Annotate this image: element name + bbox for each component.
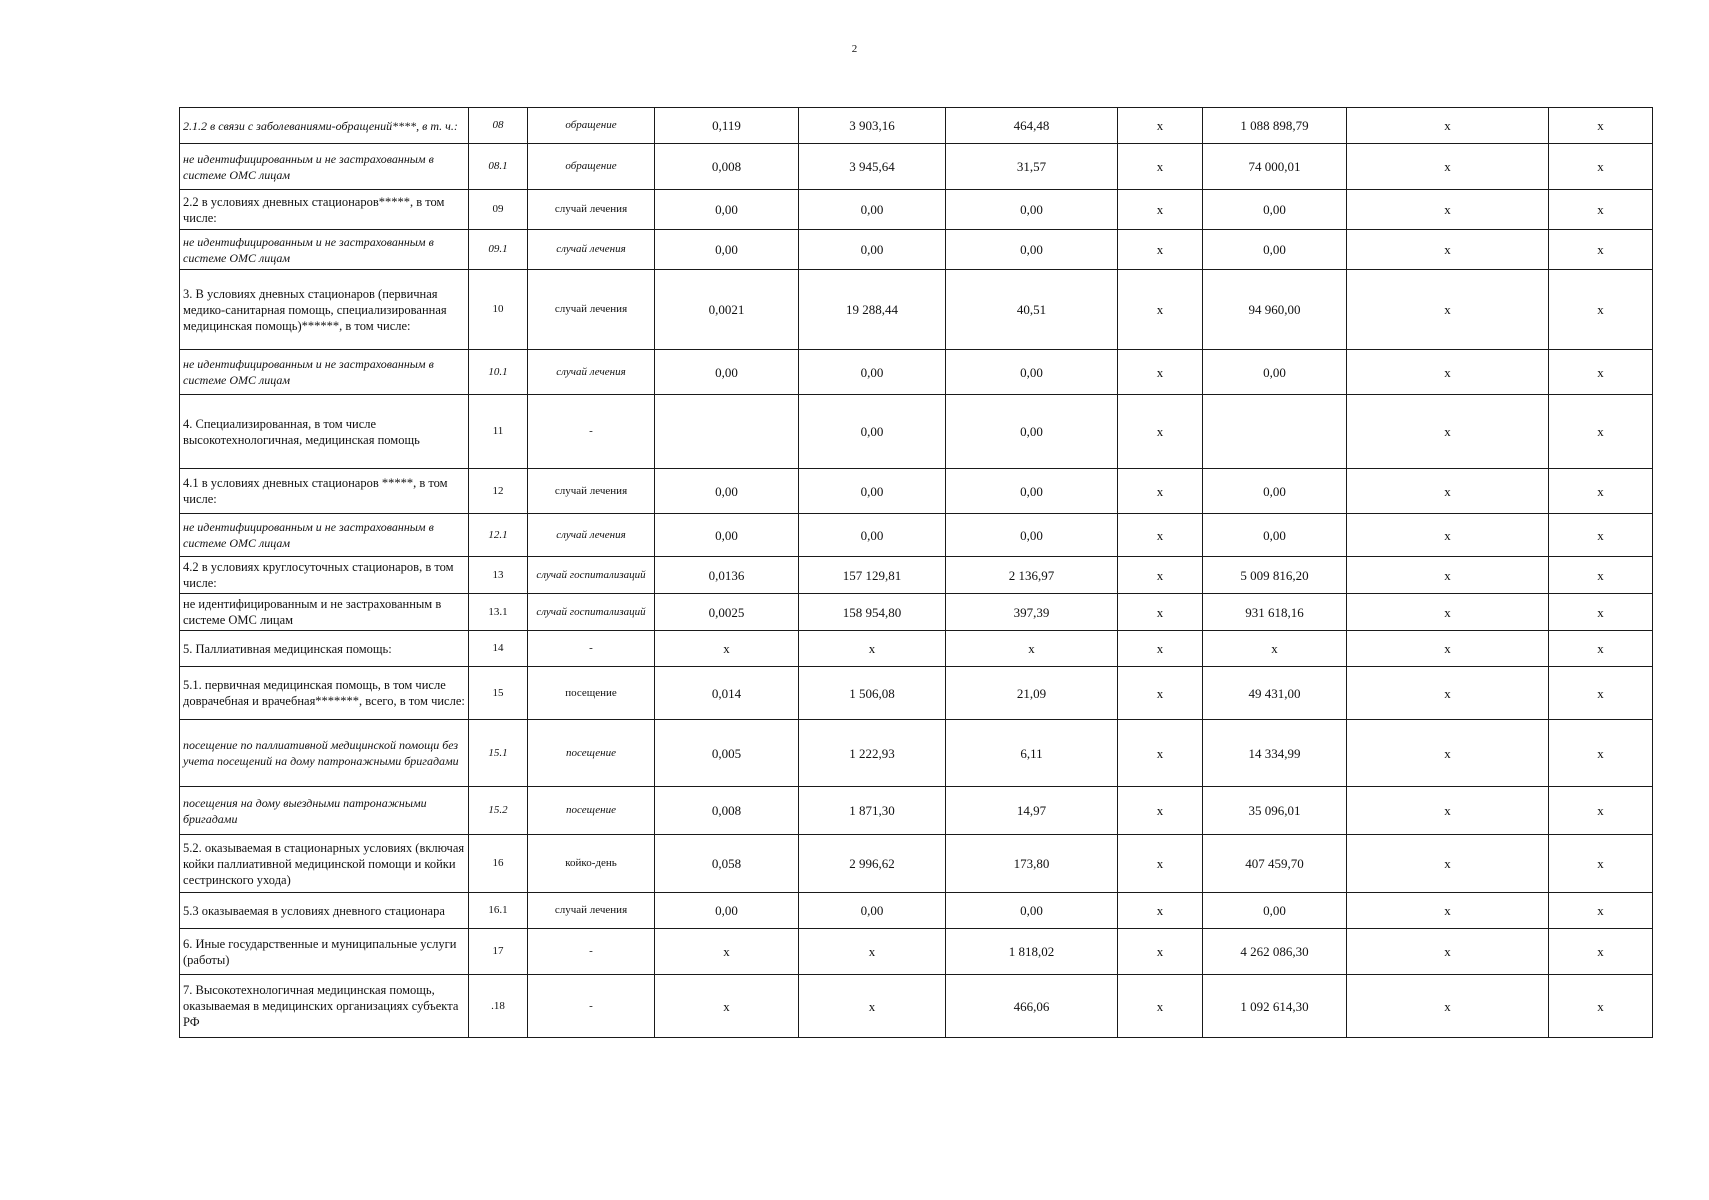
row-name-cell: 5.3 оказываемая в условиях дневного стационара [180,893,469,929]
table-row [180,667,1653,720]
value-cell-5: 931 618,16 [1203,594,1347,631]
row-number-cell: 16 [469,835,528,893]
value-cell-1: 0,00 [655,230,799,270]
value-cell-7: x [1549,350,1653,395]
value-cell-2: 2 996,62 [799,835,946,893]
table-body [180,108,1653,1038]
value-cell-7: x [1549,230,1653,270]
row-number-cell: 08.1 [469,144,528,190]
value-cell-4: x [1118,835,1203,893]
value-cell-1: x [655,929,799,975]
unit-cell: случай лечения [528,230,655,270]
value-cell-3: 464,48 [946,108,1118,144]
row-number-cell: 12.1 [469,514,528,557]
value-cell-5: 1 088 898,79 [1203,108,1347,144]
value-cell-6: x [1347,108,1549,144]
value-cell-4: x [1118,108,1203,144]
value-cell-4: x [1118,975,1203,1038]
value-cell-1: 0,014 [655,667,799,720]
value-cell-6: x [1347,144,1549,190]
page-number: 2 [851,43,858,55]
value-cell-6: x [1347,190,1549,230]
value-cell-2: 1 506,08 [799,667,946,720]
table-row [180,270,1653,350]
value-cell-2: x [799,975,946,1038]
table-row [180,835,1653,893]
value-cell-4: x [1118,787,1203,835]
row-number-cell: 15 [469,667,528,720]
row-number-cell: .18 [469,975,528,1038]
row-name-cell: 4.1 в условиях дневных стационаров *****, в том числе: [180,469,469,514]
value-cell-5: 0,00 [1203,893,1347,929]
row-name-cell: 2.2 в условиях дневных стационаров*****, в том числе: [180,190,469,230]
row-name-cell: 4. Специализированная, в том числе высокотехнологичная, медицинская помощь [180,395,469,469]
value-cell-3: 31,57 [946,144,1118,190]
unit-cell: случай госпитализаций [528,557,655,594]
value-cell-5: 0,00 [1203,514,1347,557]
table-row [180,514,1653,557]
value-cell-5: 14 334,99 [1203,720,1347,787]
table-row [180,929,1653,975]
value-cell-2: 0,00 [799,230,946,270]
value-cell-5: 0,00 [1203,190,1347,230]
value-cell-1: 0,005 [655,720,799,787]
value-cell-5: 49 431,00 [1203,667,1347,720]
value-cell-6: x [1347,395,1549,469]
table-row [180,594,1653,631]
value-cell-7: x [1549,893,1653,929]
row-name-cell: посещение по паллиативной медицинской помощи без учета посещений на дому патронажными бригадами [180,720,469,787]
value-cell-1: 0,00 [655,469,799,514]
value-cell-6: x [1347,835,1549,893]
value-cell-1: 0,058 [655,835,799,893]
table-row [180,230,1653,270]
table-row [180,190,1653,230]
value-cell-2: 0,00 [799,395,946,469]
unit-cell: случай лечения [528,350,655,395]
value-cell-6: x [1347,514,1549,557]
table-row [180,557,1653,594]
value-cell-6: x [1347,350,1549,395]
value-cell-7: x [1549,835,1653,893]
unit-cell: случай лечения [528,190,655,230]
unit-cell: обращение [528,144,655,190]
unit-cell: посещение [528,787,655,835]
unit-cell: случай госпитализаций [528,594,655,631]
value-cell-2: 157 129,81 [799,557,946,594]
value-cell-4: x [1118,594,1203,631]
value-cell-3: x [946,631,1118,667]
value-cell-7: x [1549,667,1653,720]
value-cell-7: x [1549,395,1653,469]
value-cell-6: x [1347,631,1549,667]
value-cell-1: 0,00 [655,350,799,395]
row-number-cell: 09 [469,190,528,230]
unit-cell: - [528,929,655,975]
row-number-cell: 13.1 [469,594,528,631]
value-cell-3: 0,00 [946,514,1118,557]
row-name-cell: 2.1.2 в связи с заболеваниями-обращений****, в т. ч.: [180,108,469,144]
row-name-cell: не идентифицированным и не застрахованным в системе ОМС лицам [180,350,469,395]
unit-cell: - [528,975,655,1038]
value-cell-4: x [1118,557,1203,594]
table-row [180,395,1653,469]
value-cell-3: 6,11 [946,720,1118,787]
value-cell-3: 0,00 [946,350,1118,395]
value-cell-4: x [1118,667,1203,720]
value-cell-6: x [1347,230,1549,270]
table-row [180,975,1653,1038]
row-name-cell: 5. Паллиативная медицинская помощь: [180,631,469,667]
value-cell-4: x [1118,190,1203,230]
value-cell-7: x [1549,720,1653,787]
row-number-cell: 15.1 [469,720,528,787]
row-name-cell: 5.1. первичная медицинская помощь, в том числе доврачебная и врачебная*******, всего, в том числе: [180,667,469,720]
value-cell-5: 1 092 614,30 [1203,975,1347,1038]
value-cell-3: 0,00 [946,395,1118,469]
unit-cell: обращение [528,108,655,144]
table-row [180,469,1653,514]
value-cell-5: 5 009 816,20 [1203,557,1347,594]
row-name-cell: посещения на дому выездными патронажными бригадами [180,787,469,835]
value-cell-1: 0,008 [655,144,799,190]
value-cell-5: x [1203,631,1347,667]
value-cell-4: x [1118,720,1203,787]
value-cell-6: x [1347,469,1549,514]
value-cell-2: 3 903,16 [799,108,946,144]
value-cell-3: 466,06 [946,975,1118,1038]
value-cell-5: 4 262 086,30 [1203,929,1347,975]
unit-cell: посещение [528,667,655,720]
row-number-cell: 14 [469,631,528,667]
value-cell-5: 94 960,00 [1203,270,1347,350]
row-number-cell: 15.2 [469,787,528,835]
row-number-cell: 16.1 [469,893,528,929]
value-cell-3: 2 136,97 [946,557,1118,594]
value-cell-5: 35 096,01 [1203,787,1347,835]
row-number-cell: 09.1 [469,230,528,270]
value-cell-5: 74 000,01 [1203,144,1347,190]
value-cell-6: x [1347,667,1549,720]
row-number-cell: 13 [469,557,528,594]
value-cell-3: 0,00 [946,230,1118,270]
value-cell-3: 0,00 [946,469,1118,514]
row-number-cell: 11 [469,395,528,469]
value-cell-2: x [799,929,946,975]
value-cell-2: x [799,631,946,667]
value-cell-4: x [1118,144,1203,190]
unit-cell: - [528,631,655,667]
table-row [180,350,1653,395]
value-cell-1: 0,008 [655,787,799,835]
value-cell-7: x [1549,514,1653,557]
row-number-cell: 17 [469,929,528,975]
value-cell-6: x [1347,893,1549,929]
row-number-cell: 08 [469,108,528,144]
table-row [180,787,1653,835]
table-row [180,893,1653,929]
row-number-cell: 12 [469,469,528,514]
value-cell-3: 1 818,02 [946,929,1118,975]
value-cell-4: x [1118,514,1203,557]
unit-cell: случай лечения [528,514,655,557]
value-cell-5: 407 459,70 [1203,835,1347,893]
value-cell-7: x [1549,594,1653,631]
row-name-cell: 4.2 в условиях круглосуточных стационаров, в том числе: [180,557,469,594]
value-cell-2: 0,00 [799,350,946,395]
table-row [180,144,1653,190]
unit-cell: посещение [528,720,655,787]
value-cell-7: x [1549,975,1653,1038]
value-cell-3: 21,09 [946,667,1118,720]
value-cell-6: x [1347,975,1549,1038]
row-name-cell: 3. В условиях дневных стационаров (первичная медико-санитарная помощь, специализированная медицинская помощь)******, в том числе: [180,270,469,350]
value-cell-2: 158 954,80 [799,594,946,631]
row-name-cell: не идентифицированным и не застрахованным в системе ОМС лицам [180,514,469,557]
value-cell-7: x [1549,270,1653,350]
unit-cell: случай лечения [528,270,655,350]
value-cell-6: x [1347,557,1549,594]
value-cell-4: x [1118,631,1203,667]
value-cell-4: x [1118,270,1203,350]
value-cell-1: 0,00 [655,514,799,557]
value-cell-2: 1 222,93 [799,720,946,787]
value-cell-1: 0,0021 [655,270,799,350]
value-cell-3: 14,97 [946,787,1118,835]
row-name-cell: 7. Высокотехнологичная медицинская помощь, оказываемая в медицинских организациях субъекта РФ [180,975,469,1038]
value-cell-1: x [655,975,799,1038]
value-cell-7: x [1549,469,1653,514]
value-cell-2: 1 871,30 [799,787,946,835]
value-cell-7: x [1549,144,1653,190]
value-cell-2: 0,00 [799,190,946,230]
value-cell-6: x [1347,720,1549,787]
unit-cell: случай лечения [528,469,655,514]
row-name-cell: не идентифицированным и не застрахованным в системе ОМС лицам [180,144,469,190]
value-cell-7: x [1549,631,1653,667]
value-cell-1: 0,0025 [655,594,799,631]
value-cell-3: 0,00 [946,893,1118,929]
value-cell-6: x [1347,929,1549,975]
row-name-cell: не идентифицированным и не застрахованным в системе ОМС лицам [180,594,469,631]
value-cell-7: x [1549,929,1653,975]
value-cell-4: x [1118,350,1203,395]
value-cell-4: x [1118,230,1203,270]
value-cell-1: x [655,631,799,667]
value-cell-2: 0,00 [799,893,946,929]
table-row [180,631,1653,667]
value-cell-5 [1203,395,1347,469]
value-cell-7: x [1549,557,1653,594]
value-cell-2: 0,00 [799,514,946,557]
value-cell-6: x [1347,270,1549,350]
value-cell-1: 0,0136 [655,557,799,594]
value-cell-6: x [1347,594,1549,631]
unit-cell: - [528,395,655,469]
value-cell-4: x [1118,469,1203,514]
value-cell-3: 0,00 [946,190,1118,230]
value-cell-4: x [1118,395,1203,469]
value-cell-5: 0,00 [1203,469,1347,514]
row-name-cell: 5.2. оказываемая в стационарных условиях (включая койки паллиативной медицинской помощи и койки сестринского ухода) [180,835,469,893]
value-cell-7: x [1549,190,1653,230]
tariff-table [179,107,1653,1038]
value-cell-7: x [1549,787,1653,835]
value-cell-1: 0,00 [655,190,799,230]
value-cell-7: x [1549,108,1653,144]
table-row [180,108,1653,144]
value-cell-6: x [1347,787,1549,835]
value-cell-2: 3 945,64 [799,144,946,190]
value-cell-1 [655,395,799,469]
value-cell-2: 19 288,44 [799,270,946,350]
value-cell-1: 0,00 [655,893,799,929]
unit-cell: случай лечения [528,893,655,929]
value-cell-3: 173,80 [946,835,1118,893]
value-cell-5: 0,00 [1203,350,1347,395]
row-name-cell: не идентифицированным и не застрахованным в системе ОМС лицам [180,230,469,270]
row-number-cell: 10.1 [469,350,528,395]
table-row [180,720,1653,787]
value-cell-4: x [1118,929,1203,975]
row-number-cell: 10 [469,270,528,350]
value-cell-4: x [1118,893,1203,929]
value-cell-3: 397,39 [946,594,1118,631]
unit-cell: койко-день [528,835,655,893]
value-cell-5: 0,00 [1203,230,1347,270]
row-name-cell: 6. Иные государственные и муниципальные услуги (работы) [180,929,469,975]
value-cell-2: 0,00 [799,469,946,514]
value-cell-1: 0,119 [655,108,799,144]
value-cell-3: 40,51 [946,270,1118,350]
